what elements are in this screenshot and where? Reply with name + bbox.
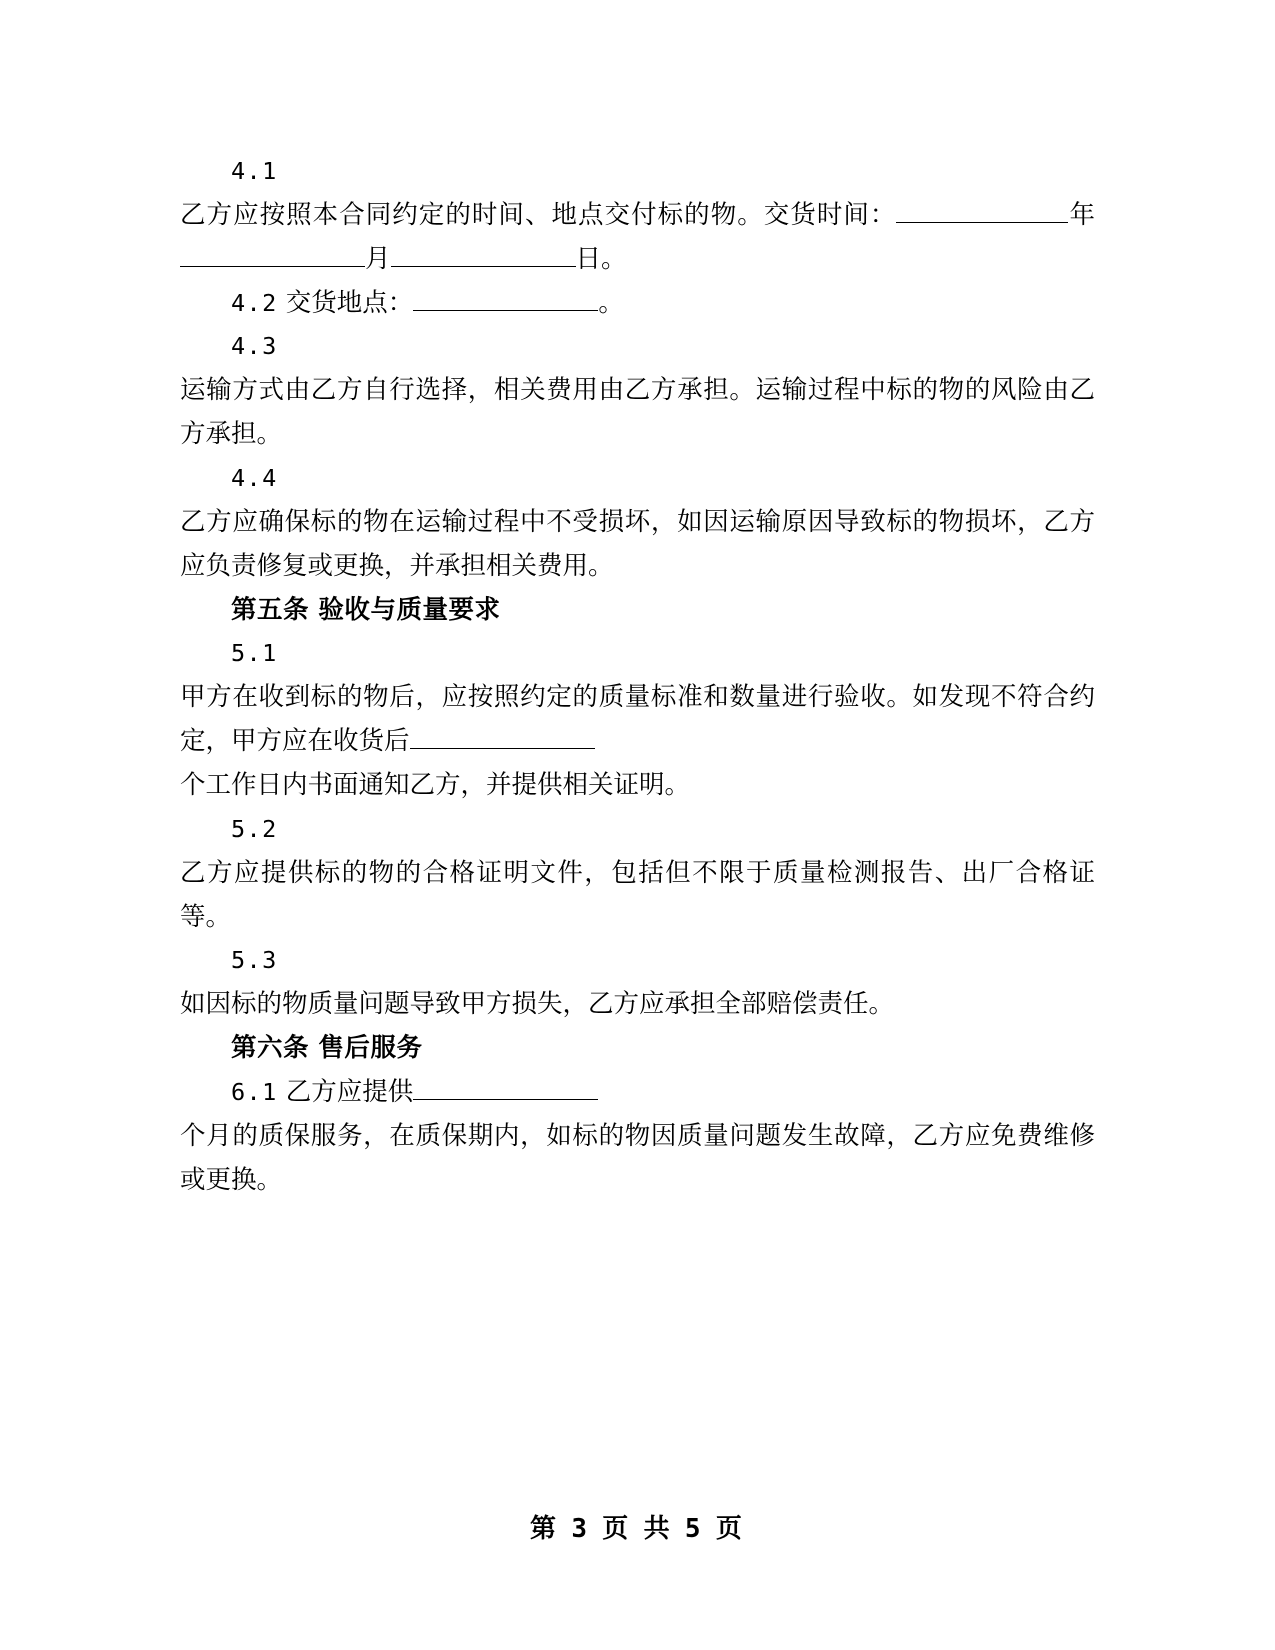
clause-text-5-3: 如因标的物质量问题导致甲方损失，乙方应承担全部赔偿责任。 bbox=[180, 989, 895, 1020]
clause-number-5-2: 5.2 bbox=[231, 814, 278, 843]
section-heading-6: 第六条 售后服务 bbox=[231, 1033, 423, 1064]
footer-total-pages: 5 bbox=[684, 1514, 704, 1544]
footer-suffix: 页 bbox=[715, 1514, 745, 1544]
document-body bbox=[180, 150, 1095, 1203]
clause-number-4-4: 4.4 bbox=[231, 464, 278, 493]
footer-middle: 页 共 bbox=[602, 1514, 673, 1544]
blank-field-delivery-year[interactable] bbox=[896, 222, 1068, 223]
clause-text-6-1-cont: 个月的质保服务，在质保期内，如标的物因质量问题发生故障，乙方应免费维修或更换。 bbox=[180, 1120, 1095, 1195]
section-heading-5: 第五条 验收与质量要求 bbox=[231, 594, 501, 625]
clause-text-4-4: 乙方应确保标的物在运输过程中不受损坏，如因运输原因导致标的物损坏，乙方应负责修复或更换，并承担相关费用。 bbox=[180, 506, 1095, 581]
clause-number-4-1: 4.1 bbox=[231, 157, 278, 185]
clause-number-4-3: 4.3 bbox=[231, 332, 278, 361]
clause-number-5-3: 5.3 bbox=[231, 946, 278, 975]
clause-6-1: 6.1 乙方应提供 bbox=[180, 1071, 1095, 1115]
page-footer bbox=[0, 1508, 1275, 1545]
clause-number-5-1: 5.1 bbox=[231, 639, 278, 668]
clause-text-5-2: 乙方应提供标的物的合格证明文件，包括但不限于质量检测报告、出厂合格证等。 bbox=[180, 857, 1095, 932]
clause-text-4-1: 乙方应按照本合同约定的时间、地点交付标的物。交货时间： 年月 日。 bbox=[180, 199, 1095, 274]
clause-text-4-3: 运输方式由乙方自行选择，相关费用由乙方承担。运输过程中标的物的风险由乙方承担。 bbox=[180, 375, 1095, 450]
clause-text-5-1: 甲方在收到标的物后，应按照约定的质量标准和数量进行验收。如发现不符合约定，甲方应在收货后 bbox=[180, 682, 1095, 757]
footer-current-page: 3 bbox=[571, 1514, 591, 1544]
clause-4-2: 4.2 交货地点： 。 bbox=[231, 287, 624, 318]
blank-field-inspection-days[interactable] bbox=[410, 748, 595, 749]
blank-field-delivery-day[interactable] bbox=[391, 266, 576, 267]
blank-field-delivery-month[interactable] bbox=[180, 266, 365, 267]
footer-prefix: 第 bbox=[530, 1514, 560, 1544]
clause-text-5-1-cont: 个工作日内书面通知乙方，并提供相关证明。 bbox=[180, 770, 691, 801]
blank-field-warranty-months[interactable] bbox=[413, 1099, 598, 1100]
blank-field-delivery-location[interactable] bbox=[413, 310, 598, 311]
